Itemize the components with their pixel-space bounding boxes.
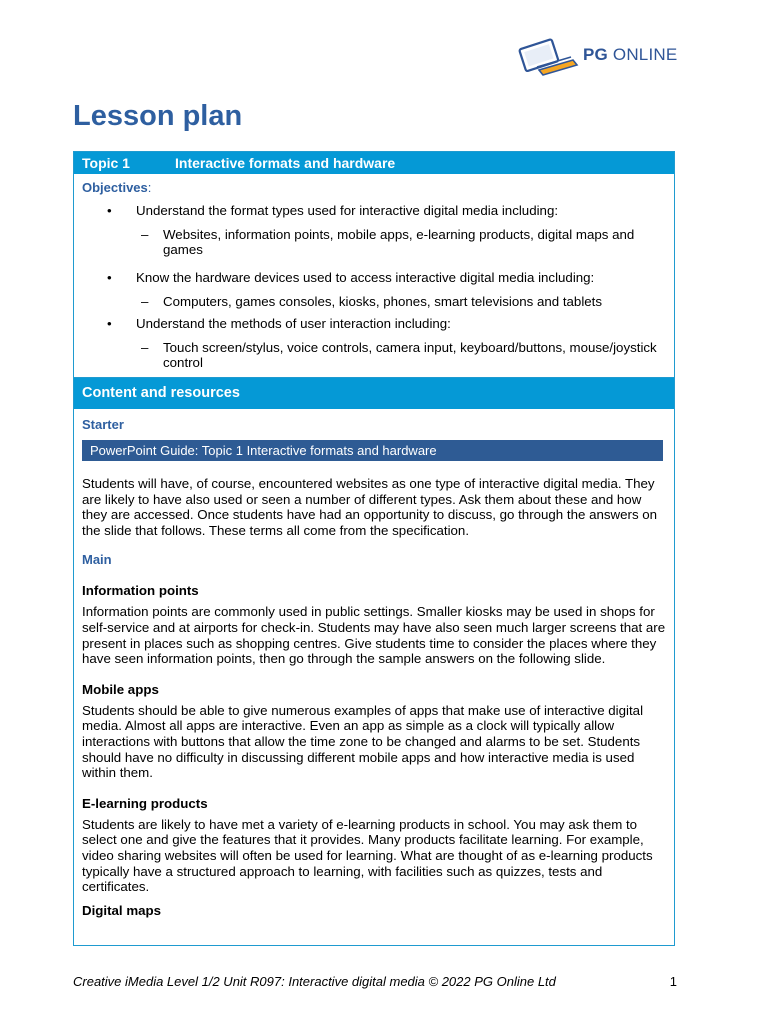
section-heading: Digital maps xyxy=(82,902,162,918)
laptop-logo-icon xyxy=(515,36,579,76)
objectives-label: Objectives: xyxy=(82,180,152,195)
objective-item xyxy=(82,203,666,257)
starter-label: Starter xyxy=(82,417,124,432)
topic-number: Topic 1 xyxy=(82,155,130,171)
section-text: Students should be able to give numerous examples of apps that make use of interactive digital media. Almost all apps are interactive. Even an app as simple as a clock will typically allow interactions with buttons that allow the time zone to be changed and alarms to be set. Students should have no difficulty in discussing different mobile apps and how interactive media is used within them. xyxy=(82,702,644,781)
section-heading: Information points xyxy=(82,583,199,599)
topic-header xyxy=(74,152,674,174)
objective-subtext: Websites, information points, mobile apps, e-learning products, digital maps and games xyxy=(163,227,635,257)
logo-wordmark: PG ONLINE xyxy=(583,45,678,64)
objective-subitem xyxy=(136,294,666,309)
powerpoint-guide-banner: PowerPoint Guide: Topic 1 Interactive formats and hardware xyxy=(82,440,663,461)
dash-icon: – xyxy=(141,227,149,242)
topic-title: Interactive formats and hardware xyxy=(175,155,396,171)
objective-text: Understand the methods of user interaction including: xyxy=(136,316,451,331)
dash-icon: – xyxy=(141,340,149,355)
objectives-section xyxy=(74,174,674,378)
objective-subitem xyxy=(136,227,666,257)
bullet-icon: • xyxy=(107,270,112,285)
section-heading: E-learning products xyxy=(82,795,208,811)
content-section xyxy=(74,409,674,918)
lesson-plan-table xyxy=(73,151,675,946)
page-title: Lesson plan xyxy=(73,100,243,132)
content-resources-header: Content and resources xyxy=(74,378,674,409)
objective-subtext: Computers, games consoles, kiosks, phones, smart televisions and tablets xyxy=(163,294,603,309)
dash-icon: – xyxy=(141,294,149,309)
bullet-icon: • xyxy=(107,203,112,218)
starter-text: Students will have, of course, encountered websites as one type of interactive digital media. They are likely to have also used or seen a number of different types. Ask them about these and how they are accessed. Once students have had an opportunity to discuss, go through the answers on the slide that follows. These terms all come from the specification. xyxy=(82,476,658,538)
page-footer xyxy=(73,974,677,989)
objective-subtext: Touch screen/stylus, voice controls, camera input, keyboard/buttons, mouse/joystick control xyxy=(163,340,657,370)
objectives-list xyxy=(82,203,666,370)
section-heading: Mobile apps xyxy=(82,681,159,697)
objective-subitem xyxy=(136,340,666,370)
footer-copyright: Creative iMedia Level 1/2 Unit R097: Interactive digital media © 2022 PG Online Ltd xyxy=(73,974,556,989)
section-text: Information points are commonly used in public settings. Smaller kiosks may be used in shops for self-service and at airports for check-in. Students may have also seen much larger screens that are present in places such as shopping centres. Give students time to consider the places where they have seen information points, then go through the sample answers on the following slide. xyxy=(82,604,666,667)
section-text: Students are likely to have met a variety of e-learning products in school. You may ask them to select one and give the features that it provides. Many products facilitate learning. For example, video sharing websites will often be used for learning. What are thought of as e-learning products typically have a structured approach to learning, with facilities such as quizzes, tests and certificates. xyxy=(82,816,653,895)
main-label: Main xyxy=(82,552,112,568)
bullet-icon: • xyxy=(107,316,112,331)
pg-online-logo xyxy=(515,36,677,76)
objective-text: Know the hardware devices used to access interactive digital media including: xyxy=(136,270,595,285)
objective-text: Understand the format types used for interactive digital media including: xyxy=(136,203,559,218)
page-number: 1 xyxy=(669,974,677,989)
objective-item xyxy=(82,270,666,309)
objective-item xyxy=(82,316,666,370)
